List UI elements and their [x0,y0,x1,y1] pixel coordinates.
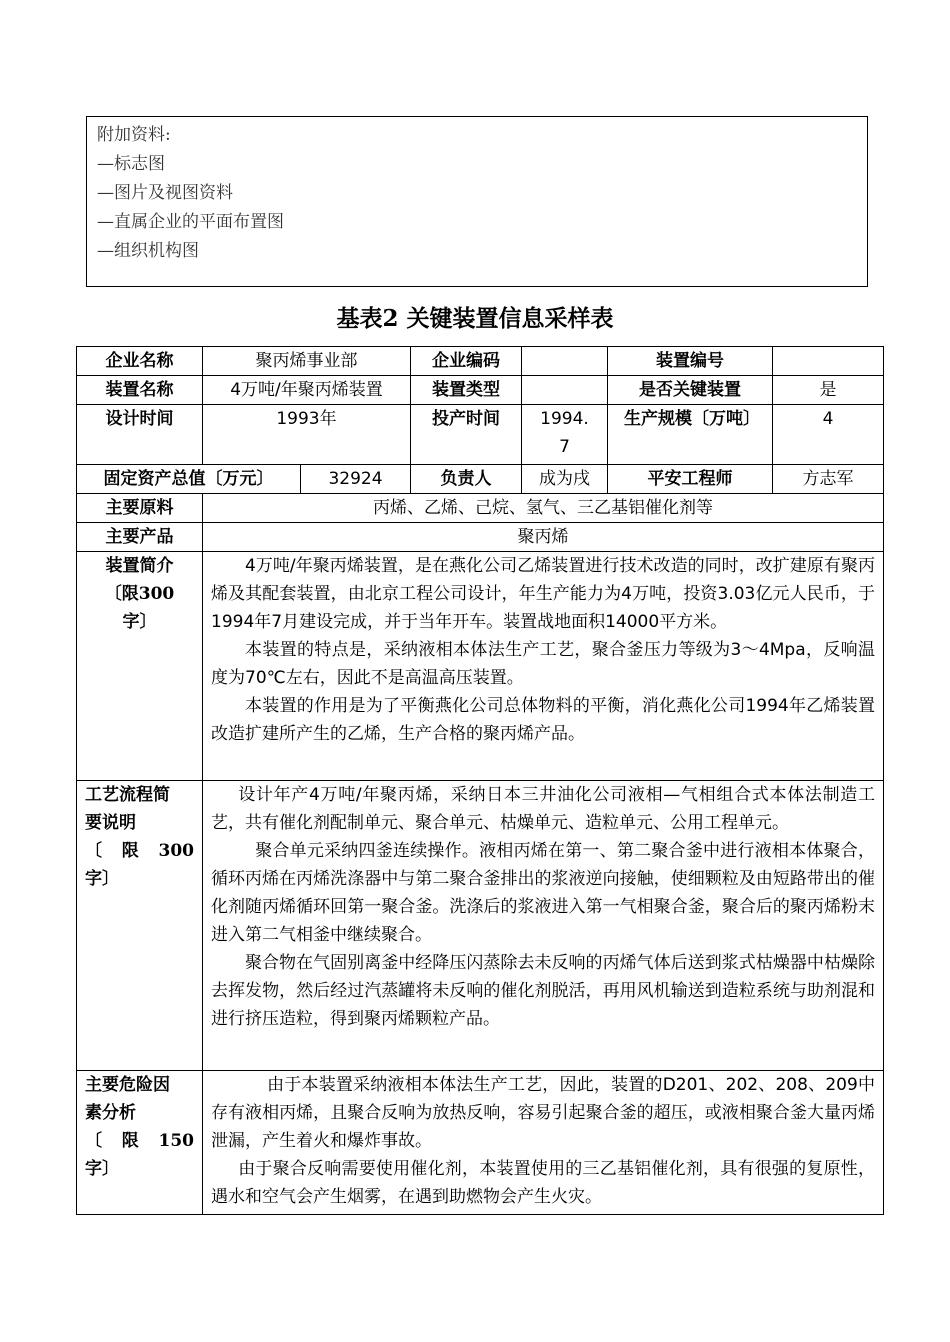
safety-engineer-label: 平安工程师 [608,465,773,494]
attachment-item: —直属企业的平面布置图 [97,212,284,232]
table-row [77,552,884,781]
label-line: 素分析 [85,1103,136,1123]
company-code-label: 企业编码 [411,347,522,376]
hazard-analysis-label [77,1071,203,1215]
capacity-value: 4 [773,405,884,465]
main-products-value: 聚丙烯 [203,523,884,552]
label-line: 〔 限 150 [85,1131,194,1151]
unit-type-value [522,376,608,405]
process-paragraph: 聚合物在气固别离釜中经降压闪蒸除去未反响的丙烯气体后送到浆式枯燥器中枯燥除去挥发物，然后经过汽蒸罐将未反响的催化剂脱活，再用风机输送到造粒系统与助剂混和进行挤压造粒，得到聚丙烯颗粒产品。 [211,953,875,1029]
attachment-item: —组织机构图 [97,241,199,261]
hazard-paragraph: 由于本装置采纳液相本体法生产工艺，因此，装置的D201、202、208、209中存有液相丙烯，且聚合反响为放热反响，容易引起聚合釜的超压，或液相聚合釜大量丙烯泄漏，产生着火和爆炸事故。 [211,1075,875,1151]
attachment-item: —图片及视图资料 [97,183,233,203]
unit-number-label: 装置编号 [608,347,773,376]
table-row [77,1071,884,1215]
table-row [77,494,884,523]
hazard-paragraph: 由于聚合反响需要使用催化剂，本装置使用的三乙基铝催化剂，具有很强的复原性，遇水和空气会产生烟雾，在遇到助燃物会产生火灾。 [211,1159,875,1207]
unit-intro-label [77,552,203,781]
raw-materials-value: 丙烯、乙烯、己烷、氢气、三乙基铝催化剂等 [203,494,884,523]
intro-paragraph: 本装置的特点是，采纳液相本体法生产工艺，聚合釜压力等级为3～4Mpa，反响温度为70℃左右，因此不是高温高压装置。 [211,640,875,688]
safety-engineer-value: 方志军 [773,465,884,494]
attachments-box [86,116,868,287]
label-line: 字〕 [85,869,119,889]
design-time-value: 1993年 [203,405,411,465]
process-paragraph: 设计年产4万吨/年聚丙烯，采纳日本三井油化公司液相—气相组合式本体法制造工艺，共有催化剂配制单元、聚合单元、枯燥单元、造粒单元、公用工程单元。 [211,785,875,833]
intro-paragraph: 4万吨/年聚丙烯装置，是在燕化公司乙烯装置进行技术改造的同时，改扩建原有聚丙烯及其配套装置，由北京工程公司设计，年生产能力为4万吨，投资3.03亿元人民币，于1994年7月建设完成，并于当年开车。装置战地面积14000平方米。 [211,556,875,632]
process-description-label [77,781,203,1071]
table-row [77,405,884,465]
process-paragraph: 聚合单元采纳四釜连续操作。液相丙烯在第一、第二聚合釜中进行液相本体聚合，循环丙烯在丙烯洗涤器中与第二聚合釜排出的浆液逆向接触，使细颗粒及由短路带出的催化剂随丙烯循环回第一聚合釜。洗涤后的浆液进入第一气相聚合釜，聚合后的聚丙烯粉末进入第二气相釜中继续聚合。 [211,841,875,945]
attachment-item: —标志图 [97,154,165,174]
table-row [77,781,884,1071]
manager-label: 负责人 [411,465,522,494]
process-description-content [203,781,884,1071]
label-line: 字〕 [85,1159,119,1179]
raw-materials-label: 主要原料 [77,494,203,523]
label-line: 主要危险因 [85,1075,170,1095]
capacity-label: 生产规模〔万吨〕 [608,405,773,465]
company-code-value [522,347,608,376]
label-line: 工艺流程简 [85,785,170,805]
label-line: 〔 限 300 [85,841,194,861]
table-row [77,376,884,405]
table-row [77,523,884,552]
start-time-value: 1994.7 [522,405,608,465]
fixed-assets-label: 固定资产总值〔万元〕 [77,465,301,494]
start-time-label: 投产时间 [411,405,522,465]
main-products-label: 主要产品 [77,523,203,552]
label-line: 〔限300 [104,584,175,604]
intro-paragraph: 本装置的作用是为了平衡燕化公司总体物料的平衡，消化燕化公司1994年乙烯装置改造扩建所产生的乙烯，生产合格的聚丙烯产品。 [211,696,875,744]
label-line: 装置简介 [105,556,174,576]
key-unit-label: 是否关键装置 [608,376,773,405]
unit-number-value [773,347,884,376]
fixed-assets-value: 32924 [301,465,411,494]
table-row [77,465,884,494]
company-name-label: 企业名称 [77,347,203,376]
company-name-value: 聚丙烯事业部 [203,347,411,376]
unit-name-value: 4万吨/年聚丙烯装置 [203,376,411,405]
label-line: 要说明 [85,813,136,833]
unit-intro-content [203,552,884,781]
key-unit-value: 是 [773,376,884,405]
key-unit-info-table [76,346,884,1215]
manager-value: 成为戌 [522,465,608,494]
label-line: 字〕 [122,612,157,632]
table-row [77,347,884,376]
unit-type-label: 装置类型 [411,376,522,405]
attachments-heading: 附加资料: [97,125,171,145]
design-time-label: 设计时间 [77,405,203,465]
unit-name-label: 装置名称 [77,376,203,405]
hazard-analysis-content [203,1071,884,1215]
page-title: 基表2 关键装置信息采样表 [336,305,614,332]
